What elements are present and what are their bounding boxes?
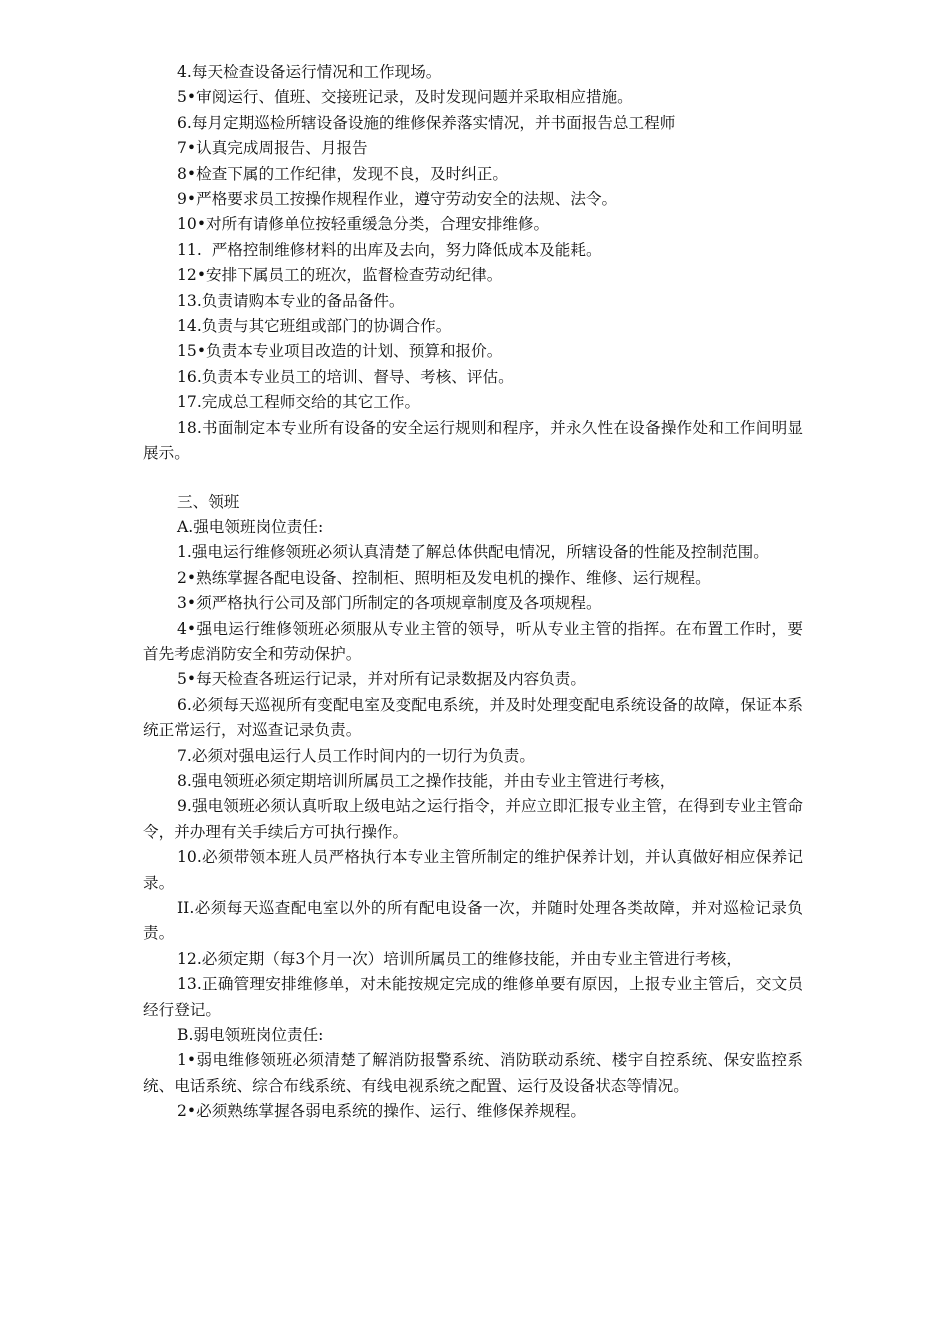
paragraph: 1.强电运行维修领班必须认真清楚了解总体供配电情况，所辖设备的性能及控制范围。 xyxy=(177,543,769,562)
paragraph: 15•负责本专业项目改造的计划、预算和报价。 xyxy=(177,342,503,361)
paragraph: 6.每月定期巡检所辖设备设施的维修保养落实情况，并书面报告总工程师 xyxy=(177,113,676,132)
paragraph: 8.强电领班必须定期培训所属员工之操作技能，并由专业主管进行考核， xyxy=(177,771,676,790)
paragraph: 17.完成总工程师交给的其它工作。 xyxy=(177,393,421,412)
paragraph: 14.负责与其它班组或部门的协调合作。 xyxy=(177,317,452,336)
subsection-heading: A.强电领班岗位责任: xyxy=(177,517,324,536)
paragraph: 7.必须对强电运行人员工作时间内的一切行为负责。 xyxy=(177,746,535,765)
document-page xyxy=(143,60,803,1125)
paragraph: 16.负责本专业员工的培训、督导、考核、评估。 xyxy=(177,367,514,386)
paragraph: 5•审阅运行、值班、交接班记录，及时发现问题并采取相应措施。 xyxy=(177,88,633,107)
paragraph: 7•认真完成周报告、月报告 xyxy=(177,139,368,158)
paragraph: 6.必须每天巡视所有变配电室及变配电系统，并及时处理变配电系统设备的故障，保证本系统正常运行，对巡查记录负责。 xyxy=(143,695,803,740)
paragraph: 2•熟练掌握各配电设备、控制柜、照明柜及发电机的操作、维修、运行规程。 xyxy=(177,568,711,587)
section-gap xyxy=(143,467,803,490)
paragraph: 11. 严格控制维修材料的出库及去向，努力降低成本及能耗。 xyxy=(177,240,602,259)
paragraph: 8•检查下属的工作纪律，发现不良，及时纠正。 xyxy=(177,164,508,183)
subsection-heading: B.弱电领班岗位责任: xyxy=(177,1026,324,1045)
paragraph: 13.负责请购本专业的备品备件。 xyxy=(177,291,405,310)
paragraph: 12•安排下属员工的班次，监督检查劳动纪律。 xyxy=(177,266,503,285)
paragraph: 4.每天检查设备运行情况和工作现场。 xyxy=(177,63,442,81)
paragraph: 5•每天检查各班运行记录，并对所有记录数据及内容负责。 xyxy=(177,670,586,689)
paragraph: 2•必须熟练掌握各弱电系统的操作、运行、维修保养规程。 xyxy=(177,1102,586,1121)
paragraph: 9.强电领班必须认真听取上级电站之运行指令，并应立即汇报专业主管，在得到专业主管命令，并办理有关手续后方可执行操作。 xyxy=(143,797,803,841)
paragraph: 18.书面制定本专业所有设备的安全运行规则和程序，并永久性在设备操作处和工作间明显展示。 xyxy=(143,418,803,463)
paragraph: 3•须严格执行公司及部门所制定的各项规章制度及各项规程。 xyxy=(177,594,602,613)
paragraph: 1•弱电维修领班必须清楚了解消防报警系统、消防联动系统、楼宇自控系统、保安监控系统、电话系统、综合布线系统、有线电视系统之配置、运行及设备状态等情况。 xyxy=(143,1051,803,1095)
paragraph: 10•对所有请修单位按轻重缓急分类，合理安排维修。 xyxy=(177,215,550,234)
paragraph: II.必须每天巡查配电室以外的所有配电设备一次，并随时处理各类故障，并对巡检记录负责。 xyxy=(143,899,803,943)
paragraph: 9•严格要求员工按操作规程作业，遵守劳动安全的法规、法令。 xyxy=(177,190,618,209)
paragraph: 4•强电运行维修领班必须服从专业主管的领导，听从专业主管的指挥。在布置工作时，要首先考虑消防安全和劳动保护。 xyxy=(143,619,803,663)
paragraph: 12.必须定期（每3个月一次）培训所属员工的维修技能，并由专业主管进行考核， xyxy=(177,949,742,968)
paragraph: 13.正确管理安排维修单，对未能按规定完成的维修单要有原因，上报专业主管后，交文员经行登记。 xyxy=(143,975,803,1019)
section-heading: 三、领班 xyxy=(177,492,240,511)
paragraph: 10.必须带领本班人员严格执行本专业主管所制定的维护保养计划，并认真做好相应保养记录。 xyxy=(143,848,803,892)
